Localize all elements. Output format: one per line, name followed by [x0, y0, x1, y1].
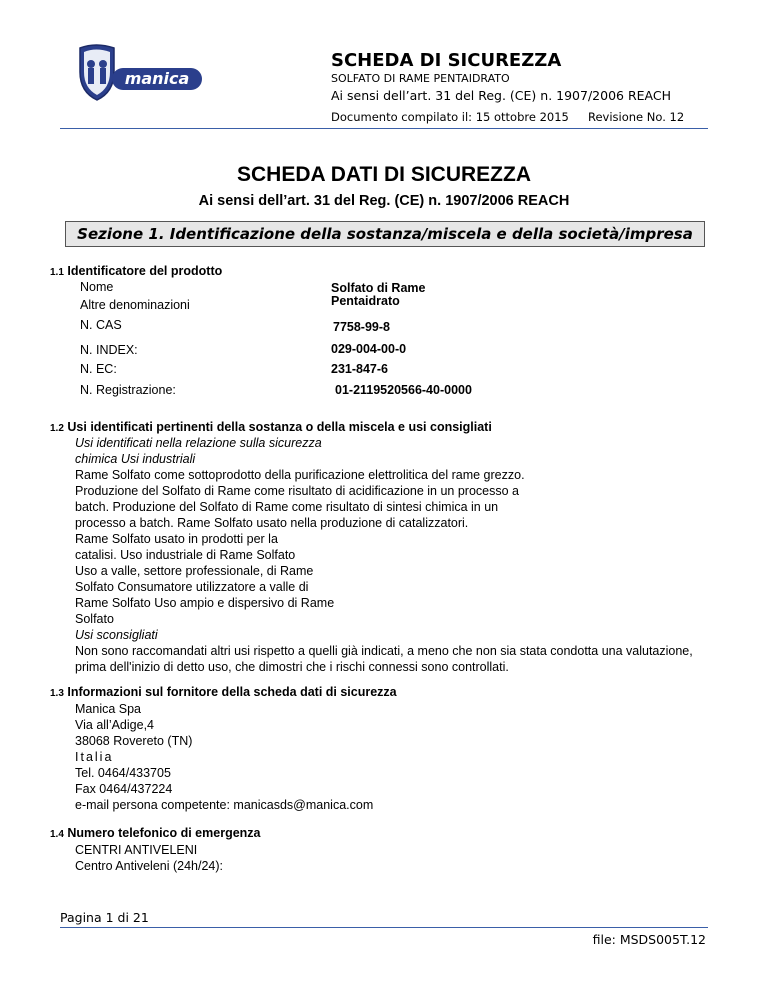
header-title: SCHEDA DI SICUREZZA — [331, 50, 562, 71]
s12-line: processo a batch. Rame Solfato usato nella produzione di catalizzatori. — [75, 516, 469, 530]
file-name: file: MSDS005T.12 — [592, 932, 706, 947]
s12-line: Rame Solfato usato in prodotti per la — [75, 532, 278, 546]
header-revision: Revisione No. 12 — [588, 110, 685, 124]
s12-heading: 1.2 Usi identificati pertinenti della sostanza o della miscela e usi consigliati — [50, 420, 492, 434]
s11-heading: 1.1 Identificatore del prodotto — [50, 264, 223, 278]
s12-line: batch. Produzione del Solfato di Rame come risultato di sintesi chimica in un — [75, 500, 499, 514]
section1-title: Sezione 1. Identificazione della sostanza/miscela e della società/impresa — [77, 225, 693, 243]
main-subtitle: Ai sensi dell’art. 31 del Reg. (CE) n. 1907/2006 REACH — [198, 193, 570, 209]
s12-line: Rame Solfato come sottoprodotto della purificazione elettrolitica del rame grezzo. — [75, 468, 525, 482]
s12-line: Usi identificati nella relazione sulla sicurezza — [75, 436, 322, 450]
section1-heading — [65, 221, 705, 247]
header-date: Documento compilato il: 15 ottobre 2015 — [331, 110, 569, 124]
logo-text: manica — [124, 69, 190, 88]
nome-label: Nome — [80, 280, 114, 294]
footer-divider — [60, 927, 708, 928]
altre-label: Altre denominazioni — [80, 298, 190, 312]
manica-logo — [74, 42, 214, 102]
s13-body — [75, 701, 373, 813]
s14-heading: 1.4 Numero telefonico di emergenza — [50, 826, 261, 840]
s12-line: Non sono raccomandati altri usi rispetto a quelli già indicati, a meno che non sia stata condotta una valutazione, — [75, 644, 693, 658]
header-product: SOLFATO DI RAME PENTAIDRATO — [331, 72, 510, 85]
supplier-tel: Tel. 0464/433705 — [75, 766, 171, 780]
s14-line: Centro Antiveleni (24h/24): — [75, 859, 224, 873]
s13-heading: 1.3 Informazioni sul fornitore della scheda dati di sicurezza — [50, 685, 397, 699]
s12-line: Rame Solfato Uso ampio e dispersivo di Rame — [75, 596, 335, 610]
ec-label: N. EC: — [80, 362, 117, 376]
header-divider — [60, 128, 708, 129]
supplier-email: e-mail persona competente: manicasds@manica.com — [75, 798, 374, 812]
s12-body — [75, 435, 693, 675]
s12-line: Usi sconsigliati — [75, 628, 158, 642]
s12-line: Uso a valle, settore professionale, di Rame — [75, 564, 314, 578]
supplier-country: Italia — [75, 750, 114, 764]
registration-value: 01-2119520566-40-0000 — [335, 383, 472, 397]
supplier-name: Manica Spa — [75, 702, 142, 716]
page-number: Pagina 1 di 21 — [60, 910, 149, 925]
ec-value: 231-847-6 — [331, 362, 388, 376]
registration-label: N. Registrazione: — [80, 383, 176, 397]
s12-line: chimica Usi industriali — [75, 452, 196, 466]
s12-line: Produzione del Solfato di Rame come risultato di acidificazione in un processo a — [75, 484, 519, 498]
nome-value-1: Solfato di Rame — [331, 281, 426, 295]
supplier-city: 38068 Rovereto (TN) — [75, 734, 193, 748]
s14-body — [75, 842, 223, 874]
cas-label: N. CAS — [80, 318, 122, 332]
supplier-street: Via all’Adige,4 — [75, 718, 154, 732]
supplier-fax: Fax 0464/437224 — [75, 782, 173, 796]
s14-line: CENTRI ANTIVELENI — [75, 843, 198, 857]
s12-line: catalisi. Uso industriale di Rame Solfato — [75, 548, 296, 562]
s12-line: prima dell'inizio di detto uso, che dimostri che i rischi connessi sono controllati. — [75, 660, 509, 674]
main-title: SCHEDA DATI DI SICUREZZA — [237, 163, 531, 186]
s12-line: Solfato Consumatore utilizzatore a valle di — [75, 580, 309, 594]
cas-value: 7758-99-8 — [333, 320, 390, 334]
header-regulation: Ai sensi dell’art. 31 del Reg. (CE) n. 1907/2006 REACH — [331, 88, 671, 103]
index-label: N. INDEX: — [80, 343, 138, 357]
nome-value-2: Pentaidrato — [331, 294, 400, 308]
index-value: 029-004-00-0 — [331, 342, 407, 356]
s12-line: Solfato — [75, 612, 114, 626]
